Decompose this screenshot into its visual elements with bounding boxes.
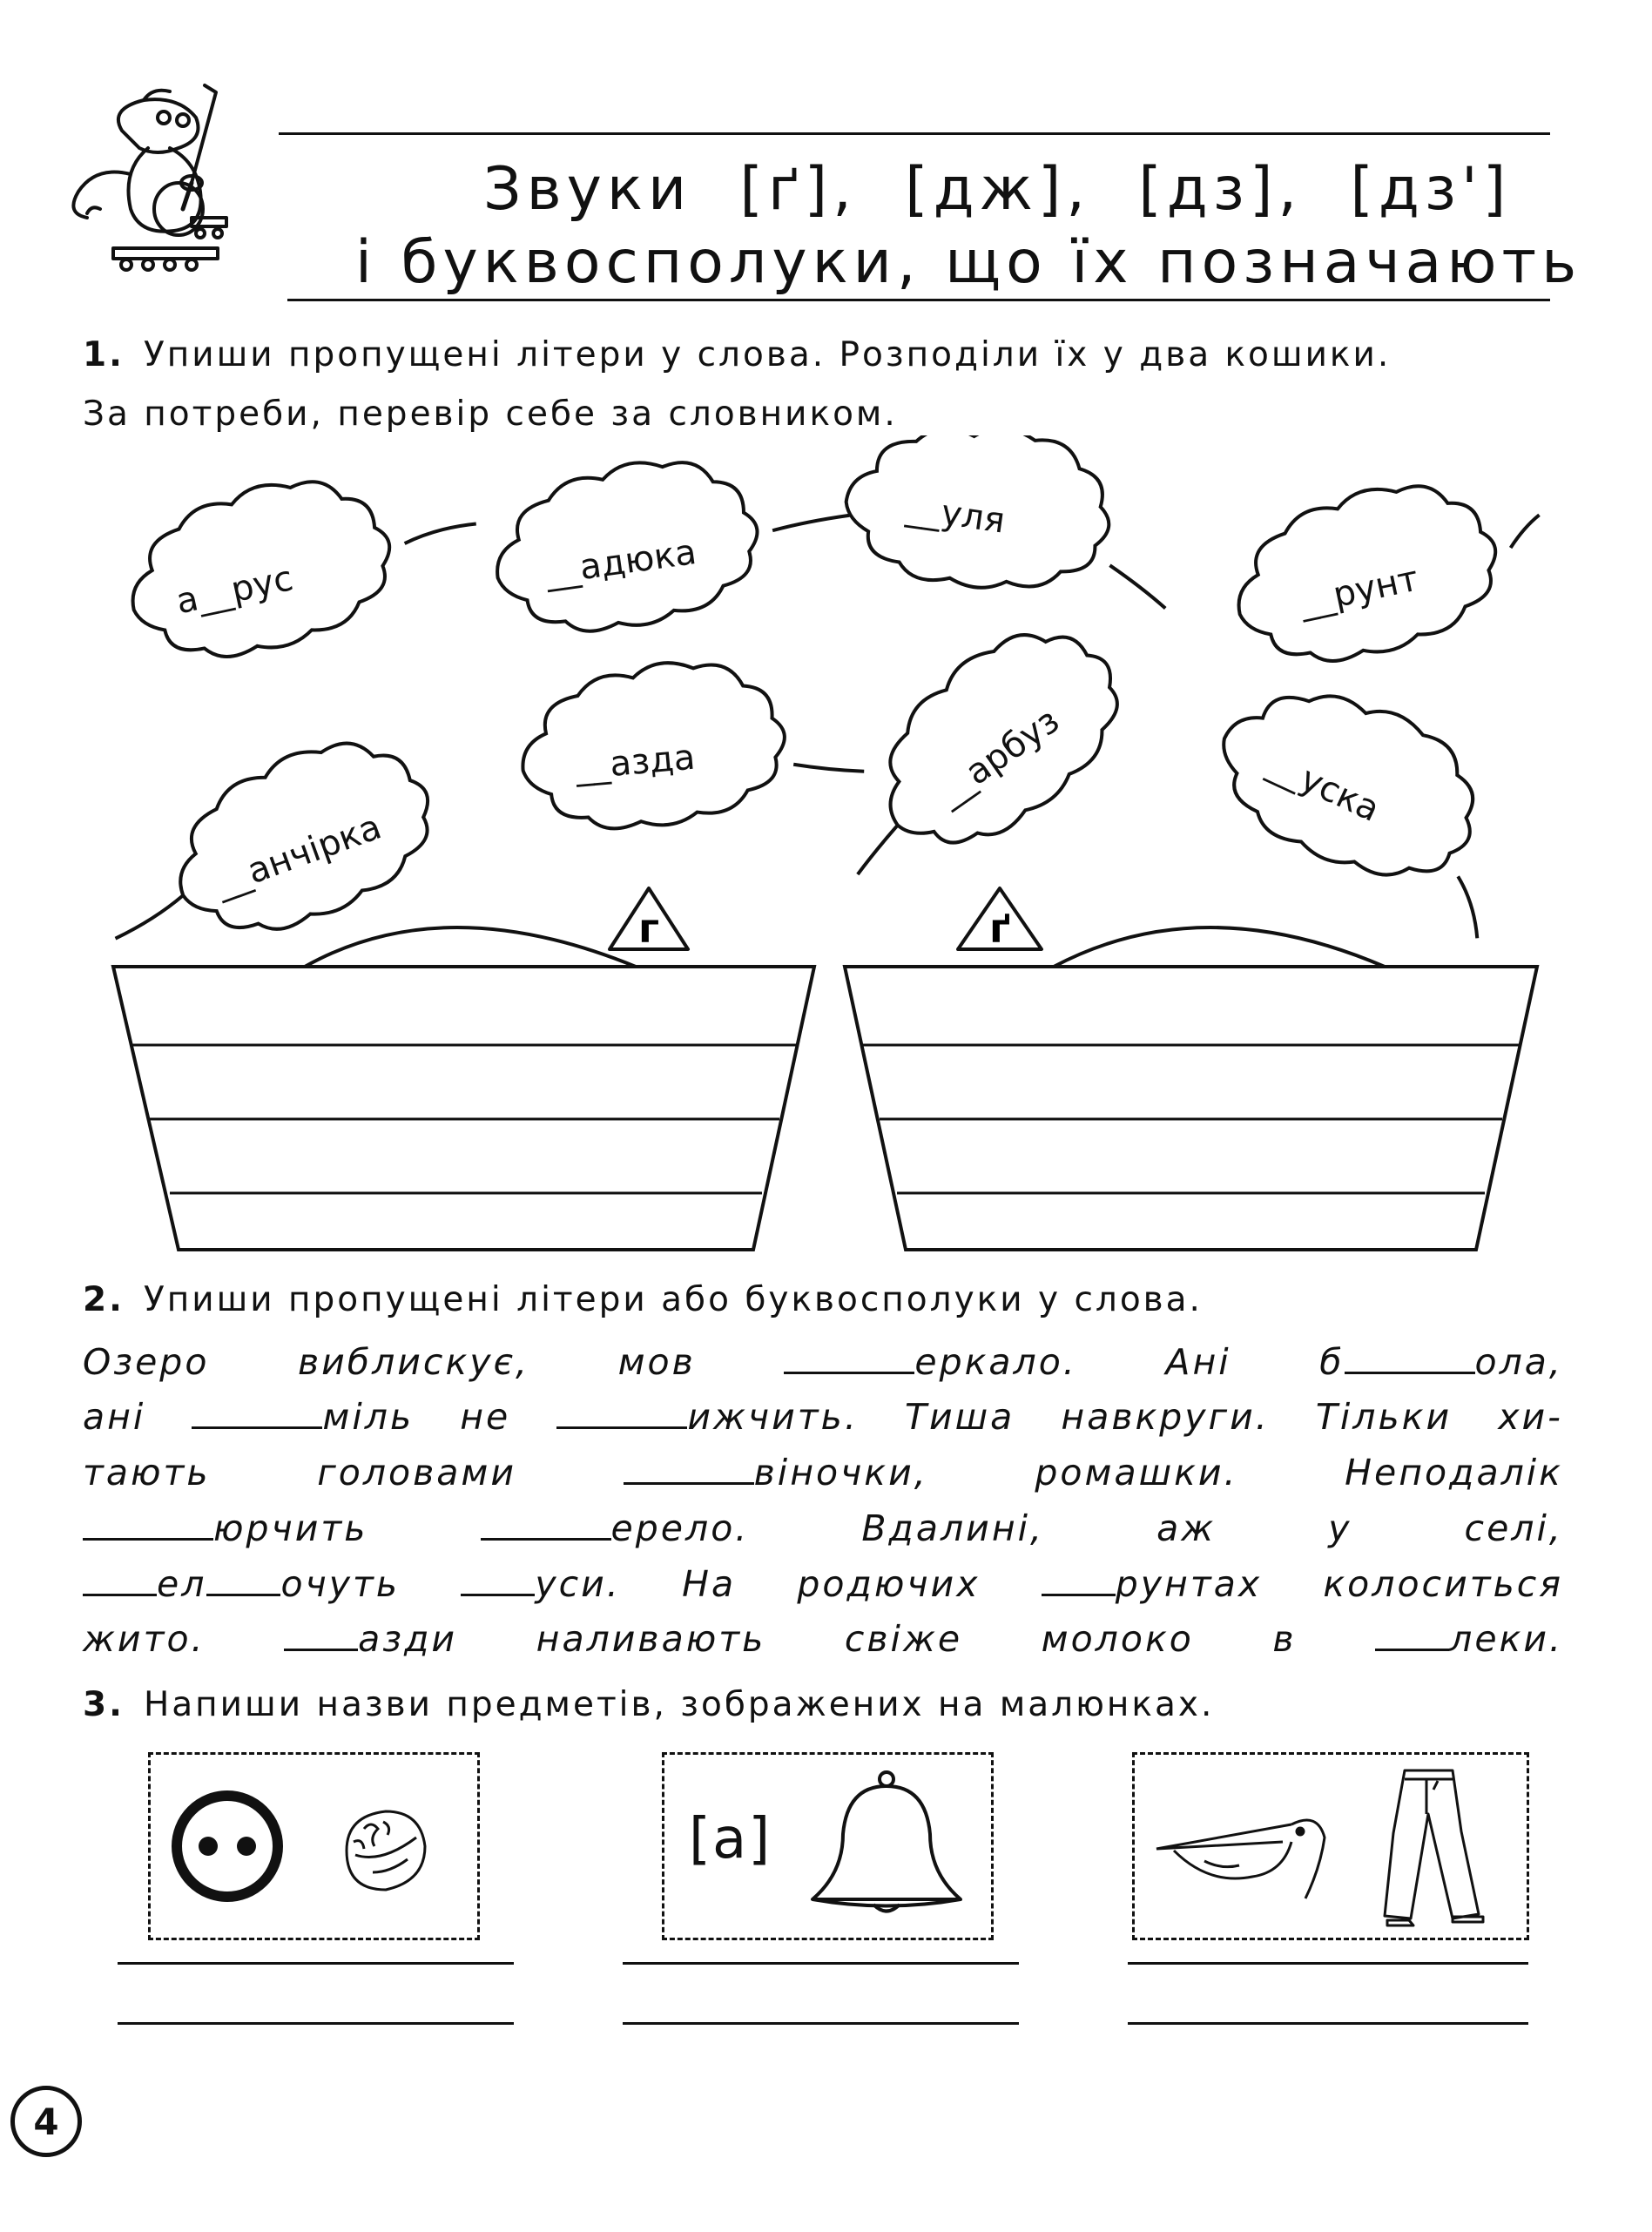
fill-in-blank[interactable] [83,1508,213,1541]
title-line-2: і буквосполуки, що їх позначають [355,228,1582,297]
fill-in-blank[interactable] [481,1508,611,1541]
answer-line-1a[interactable] [118,1962,514,1965]
exercise-word: азди [284,1618,457,1660]
exercise-word: хи- [1498,1396,1563,1438]
page-number-badge [10,2086,82,2157]
leaf-4 [1220,456,1561,679]
exercise-line [83,1507,1563,1549]
fill-in-blank[interactable] [83,1564,157,1596]
sound-dzh: [дж], [905,155,1091,224]
leaf-7-word: __анчірка [209,806,387,904]
exercise-word: Ані [1165,1341,1231,1383]
exercise-word: ерело. [481,1507,750,1549]
leaf-6 [793,597,1151,914]
sound-g-hard: [ґ], [739,155,857,224]
exercise-word: головами [317,1452,516,1494]
exercise-word: еркало. [784,1341,1076,1383]
sound-a-label: [а] [689,1807,772,1871]
task1-instruction [83,335,1391,374]
leaf-8 [1193,652,1548,938]
leaf-6-word: __арбуз [929,700,1067,813]
task2-text: Упиши пропущені літери або буквосполуки у слова. [143,1280,1203,1319]
fill-in-blank[interactable] [206,1564,280,1596]
leaf-3-word: __уля [904,488,1008,542]
exercise-word: рунтах [1042,1563,1262,1605]
sound-dz: [дз], [1138,155,1303,224]
answer-line-3a[interactable] [1128,1962,1528,1965]
sound-dz-soft: [дз'] [1350,155,1512,224]
fill-in-blank[interactable] [461,1564,535,1596]
exercise-word: ижчить. [556,1396,859,1438]
exercise-word: Тиша [904,1396,1015,1438]
leaf-4-word: __рунт [1295,558,1422,624]
exercise-word: ел очуть [83,1563,400,1605]
button-icon [166,1785,288,1907]
trousers-icon [1374,1763,1505,1929]
leaf-3 [837,435,1187,614]
dinosaur-hockey-mascot-icon [61,78,261,279]
exercise-word: Озеро [83,1341,210,1383]
leaf-2 [485,435,861,644]
picture-box-1 [148,1752,480,1940]
exercise-line [83,1563,1563,1605]
exercise-word: родючих [797,1563,981,1605]
exercise-word: навкруги. [1061,1396,1270,1438]
exercise-word: Неподалік [1345,1452,1563,1494]
title-top-rule [279,132,1550,135]
exercise-line [83,1618,1563,1660]
task3-number: 3. [83,1685,125,1724]
task3-instruction [83,1685,1214,1724]
fill-in-blank[interactable] [284,1619,358,1651]
pelican-icon [1152,1807,1326,1903]
exercise-line [83,1452,1563,1494]
leaf-1 [114,444,493,675]
exercise-word: наливають [536,1618,766,1660]
leaf-5-word: __азда [573,737,698,788]
exercise-word: мов [617,1341,696,1383]
exercise-word: виблискує, [297,1341,530,1383]
exercise-line [83,1341,1563,1383]
exercise-word: молоко [1041,1618,1194,1660]
task1-text-line1: Упиши пропущені літери у слова. Розподіли їх у два кошики. [143,335,1392,374]
exercise-line [83,1396,1563,1438]
exercise-word: Вдалині, [861,1507,1045,1549]
walnut-icon [329,1803,434,1898]
exercise-word: леки. [1375,1618,1563,1660]
basket-g-label: г [637,905,660,952]
basket-g-hard-label: ґ [988,905,1011,952]
bell-icon [808,1765,965,1922]
basket-g-hard [845,888,1537,1250]
exercise-word: селі, [1464,1507,1563,1549]
leaf-8-word: __уска [1262,744,1386,830]
basket-g [113,888,814,1250]
page-number: 4 [33,2100,59,2143]
task2-instruction [83,1280,1203,1319]
exercise-word: ромашки. [1035,1452,1238,1494]
leaf-7 [77,716,453,984]
exercise-word: уси. [461,1563,620,1605]
fill-in-blank[interactable] [784,1342,914,1374]
fill-in-blank[interactable] [192,1397,322,1429]
answer-line-3b[interactable] [1128,2022,1528,2025]
exercise-word: аж [1156,1507,1217,1549]
task1-number: 1. [83,335,125,374]
exercise-word: Тільки [1315,1396,1453,1438]
answer-line-2b[interactable] [623,2022,1019,2025]
exercise-word: в [1272,1618,1297,1660]
exercise-word: б ола, [1319,1341,1563,1383]
task3-text: Напиши назви предметів, зображених на малюнках. [143,1685,1215,1724]
exercise-word: тають [83,1452,211,1494]
exercise-word: ані [83,1396,146,1438]
exercise-word: жито. [83,1618,206,1660]
exercise-word: колоситься [1323,1563,1563,1605]
picture-box-2 [662,1752,994,1940]
task1-text-line2: За потреби, перевір себе за словником. [83,394,898,434]
leaf-2-word: __адюка [543,531,699,593]
title-line-1 [483,155,1511,224]
answer-line-1b[interactable] [118,2022,514,2025]
picture-box-3 [1132,1752,1529,1940]
leaf-5 [515,646,867,837]
fill-in-blank[interactable] [1345,1342,1475,1374]
fill-in-blank[interactable] [624,1453,754,1485]
fill-in-blank[interactable] [1042,1564,1116,1596]
fill-in-blank[interactable] [1375,1619,1449,1651]
title-bottom-rule [287,299,1550,301]
exercise-word: не [460,1396,511,1438]
leaves-and-baskets [0,435,1652,1271]
title-word-sounds: Звуки [483,155,692,224]
exercise-word: у [1328,1507,1352,1549]
exercise-word: віночки, [624,1452,928,1494]
leaf-1-word: а__рус [172,558,297,623]
exercise-word: На [682,1563,737,1605]
exercise-word: міль [192,1396,414,1438]
answer-line-2a[interactable] [623,1962,1019,1965]
exercise-word: свіже [844,1618,963,1660]
exercise-word: юрчить [83,1507,367,1549]
task2-number: 2. [83,1280,125,1319]
fill-in-blank[interactable] [556,1397,687,1429]
